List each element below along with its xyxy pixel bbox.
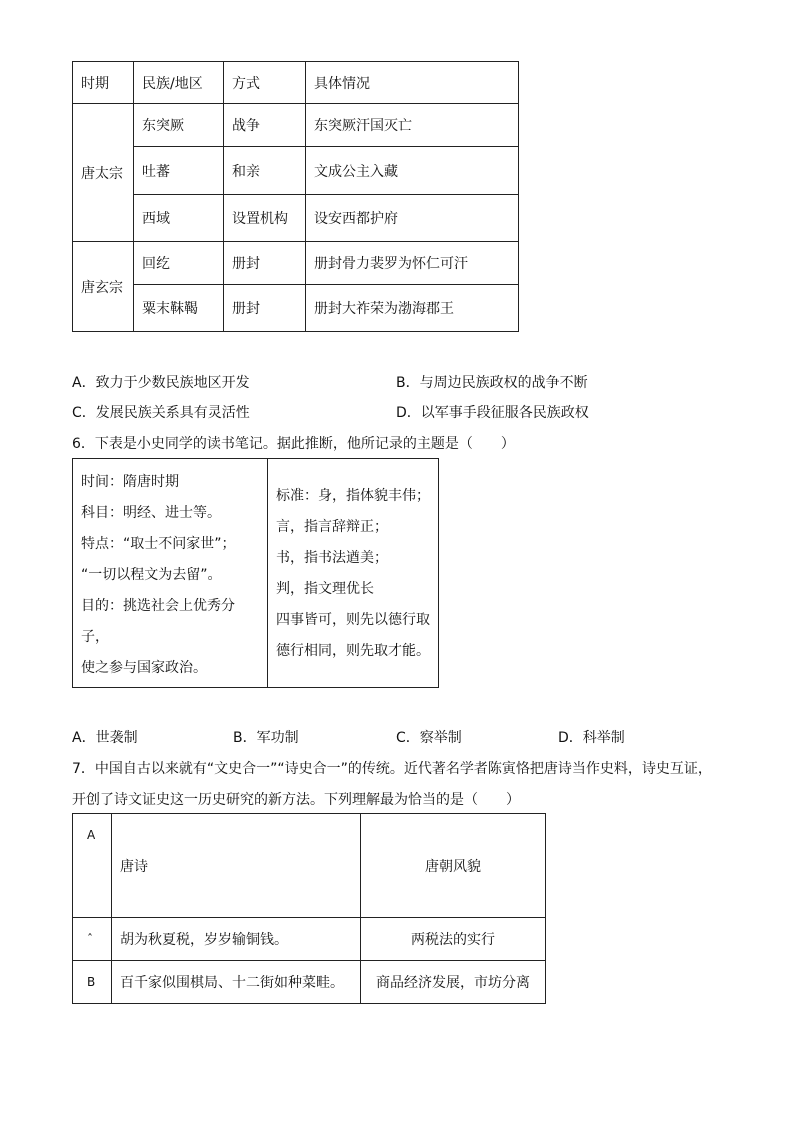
table-row (73, 104, 519, 147)
detail-cell: 册封骨力裴罗为怀仁可汗 (306, 242, 519, 285)
note-line: 子， (81, 629, 109, 645)
detail-cell: 册封大祚荣为渤海郡王 (306, 285, 519, 332)
region-cell: 回纥 (134, 242, 224, 285)
note-line: 特点：“取士不问家世”； (81, 536, 236, 552)
note-line: 德行相同，则先取才能。 (276, 643, 430, 659)
table-header-row (73, 62, 519, 104)
note-line: 言，指言辞辩正； (276, 519, 388, 535)
q5-option-c[interactable]: C．发展民族关系具有灵活性 (72, 405, 250, 421)
note-line: 标准：身，指体貌丰伟； (276, 488, 430, 504)
header-cell: 方式 (224, 62, 306, 104)
region-cell: 东突厥 (134, 104, 224, 147)
note-line: 四事皆可，则先以德行取 (276, 612, 430, 628)
q6-option-c[interactable]: C．察举制 (396, 730, 462, 746)
q7-stem-line1: 7．中国自古以来就有“文史合一”“诗史合一”的传统。近代著名学者陈寅恪把唐诗当作史料，诗史互证， (72, 761, 712, 777)
note-line: 目的：挑选社会上优秀分 (81, 598, 235, 614)
q5-option-d[interactable]: D．以军事手段征服各民族政权 (396, 405, 589, 421)
region-cell: 西域 (134, 195, 224, 242)
method-cell: 设置机构 (224, 195, 306, 242)
q6-option-d[interactable]: D．科举制 (558, 730, 625, 746)
header-cell: 唐诗 (112, 814, 361, 918)
q5-option-b[interactable]: B．与周边民族政权的战争不断 (396, 375, 588, 391)
detail-cell: 东突厥汗国灭亡 (306, 104, 519, 147)
q6-option-a[interactable]: A．世袭制 (72, 730, 138, 746)
method-cell: 和亲 (224, 147, 306, 195)
header-cell: 唐朝风貌 (361, 814, 546, 918)
note-line: 判，指文理优长 (276, 581, 374, 597)
q6-option-b[interactable]: B．军功制 (233, 730, 299, 746)
reading-notes-table (72, 458, 439, 688)
table-row (73, 961, 546, 1004)
table-row (73, 147, 519, 195)
poem-cell: 百千家似围棋局、十二街如种菜畦。 (112, 961, 361, 1004)
poem-cell: 胡为秋夏税，岁岁输铜钱。 (112, 918, 361, 961)
period-cell: 唐玄宗 (73, 242, 134, 332)
q5-option-a[interactable]: A．致力于少数民族地区开发 (72, 375, 250, 391)
detail-cell: 文成公主入藏 (306, 147, 519, 195)
ethnic-policy-table (72, 61, 519, 332)
table-header-row (73, 814, 546, 918)
header-cell: 具体情况 (306, 62, 519, 104)
notes-left-cell (73, 459, 268, 688)
period-cell: 唐太宗 (73, 104, 134, 242)
header-cell: 时期 (73, 62, 134, 104)
table-row (73, 285, 519, 332)
note-line: “一切以程文为去留”。 (81, 567, 222, 583)
style-cell: 商品经济发展，市坊分离 (361, 961, 546, 1004)
corner-cell: A (73, 814, 112, 918)
table-row (73, 918, 546, 961)
note-line: 使之参与国家政治。 (81, 660, 207, 676)
method-cell: 册封 (224, 285, 306, 332)
method-cell: 册封 (224, 242, 306, 285)
notes-row (73, 459, 439, 688)
style-cell: 两税法的实行 (361, 918, 546, 961)
note-line: 书，指书法遒美； (276, 550, 388, 566)
note-line: 时间：隋唐时期 (81, 474, 179, 490)
region-cell: 粟末靺鞨 (134, 285, 224, 332)
table-row (73, 195, 519, 242)
row-label-cell: ˆ (73, 918, 112, 961)
note-line: 科目：明经、进士等。 (81, 505, 221, 521)
region-cell: 吐蕃 (134, 147, 224, 195)
q6-stem: 6．下表是小史同学的读书笔记。据此推断，他所记录的主题是（ ） (72, 436, 515, 452)
header-cell: 民族/地区 (134, 62, 224, 104)
row-label-cell: B (73, 961, 112, 1004)
poem-history-table (72, 813, 546, 1004)
table-row (73, 242, 519, 285)
q7-stem-line2: 开创了诗文证史这一历史研究的新方法。下列理解最为恰当的是（ ） (72, 792, 520, 808)
notes-right-cell (268, 459, 439, 688)
method-cell: 战争 (224, 104, 306, 147)
detail-cell: 设安西都护府 (306, 195, 519, 242)
